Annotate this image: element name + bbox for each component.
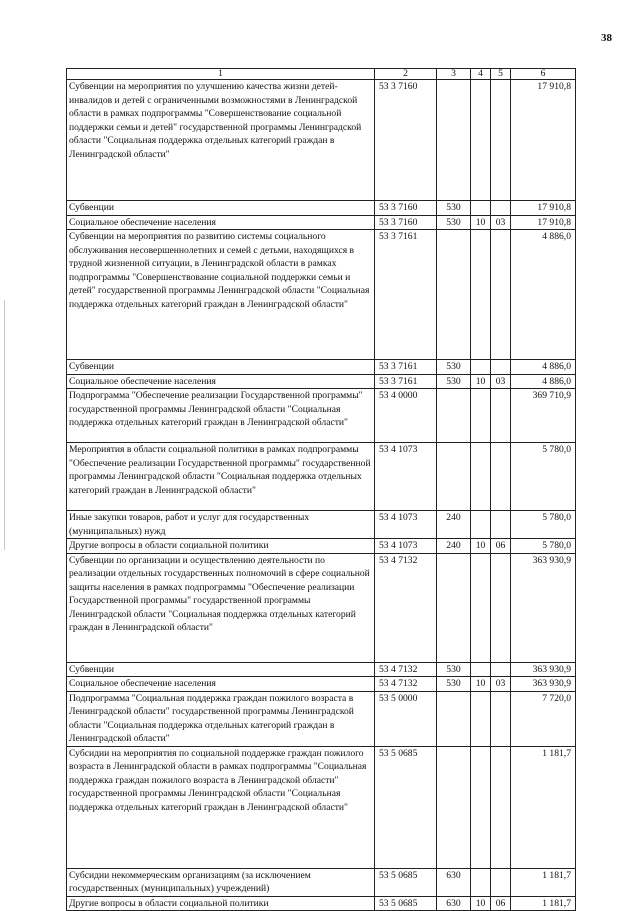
- row-subsection-cell: [491, 360, 511, 375]
- row-expense-type-cell: 240: [437, 539, 471, 554]
- row-code-cell: 53 3 7161: [375, 374, 437, 389]
- row-section-cell: [471, 662, 491, 677]
- row-subsection-cell: [491, 230, 511, 360]
- row-code-cell: 53 5 0685: [375, 868, 437, 896]
- row-name-cell: Мероприятия в области социальной политики в рамках подпрограммы "Обеспечение реализации Государственной программы" государственной программы Ленинградской области "Социальная поддержка отдельных категорий граждан в Ленинградской области": [67, 443, 375, 511]
- row-code-cell: 53 5 0685: [375, 896, 437, 911]
- row-expense-type-cell: [437, 389, 471, 443]
- row-subsection-cell: 06: [491, 896, 511, 911]
- page-number: 38: [601, 32, 612, 44]
- row-section-cell: 10: [471, 677, 491, 692]
- row-name-cell: Субвенции на мероприятия по улучшению качества жизни детей-инвалидов и детей с ограниченными возможностями в Ленинградской области в рамках подпрограммы "Совершенствование социальной поддержки семьи и детей" государственной программы Ленинградской области "Социальная поддержка отдельных категорий граждан в Ленинградской области": [67, 80, 375, 201]
- table-row: [67, 215, 576, 230]
- row-amount-cell: 4 886,0: [511, 374, 576, 389]
- row-amount-cell: 369 710,9: [511, 389, 576, 443]
- header-col-3: 3: [437, 69, 471, 80]
- budget-table-container: [66, 68, 575, 911]
- row-subsection-cell: [491, 443, 511, 511]
- table-row: [67, 553, 576, 662]
- row-name-cell: Субсидии некоммерческим организациям (за исключением государственных (муниципальных) учреждений): [67, 868, 375, 896]
- row-section-cell: 10: [471, 539, 491, 554]
- table-row: [67, 677, 576, 692]
- row-amount-cell: 363 930,9: [511, 677, 576, 692]
- table-row: [67, 443, 576, 511]
- table-row: [67, 539, 576, 554]
- row-expense-type-cell: 630: [437, 868, 471, 896]
- table-row: [67, 896, 576, 911]
- row-name-cell: Другие вопросы в области социальной политики: [67, 539, 375, 554]
- table-row: [67, 374, 576, 389]
- row-name-cell: Подпрограмма "Обеспечение реализации Государственной программы" государственной программы Ленинградской области "Социальная поддержка отдельных категорий граждан в Ленинградской области": [67, 389, 375, 443]
- row-section-cell: [471, 230, 491, 360]
- row-name-cell: Социальное обеспечение населения: [67, 677, 375, 692]
- row-section-cell: [471, 360, 491, 375]
- row-expense-type-cell: [437, 553, 471, 662]
- row-code-cell: 53 3 7161: [375, 230, 437, 360]
- row-amount-cell: 5 780,0: [511, 511, 576, 539]
- row-expense-type-cell: [437, 691, 471, 746]
- row-name-cell: Другие вопросы в области социальной политики: [67, 896, 375, 911]
- row-expense-type-cell: 530: [437, 215, 471, 230]
- row-code-cell: 53 3 7160: [375, 80, 437, 201]
- table-row: [67, 662, 576, 677]
- row-code-cell: 53 4 7132: [375, 553, 437, 662]
- row-expense-type-cell: [437, 443, 471, 511]
- row-expense-type-cell: [437, 230, 471, 360]
- row-code-cell: 53 4 1073: [375, 539, 437, 554]
- row-code-cell: 53 4 7132: [375, 677, 437, 692]
- row-code-cell: 53 4 1073: [375, 511, 437, 539]
- row-name-cell: Социальное обеспечение населения: [67, 215, 375, 230]
- row-name-cell: Подпрограмма "Социальная поддержка граждан пожилого возраста в Ленинградской области" государственной программы Ленинградской области "Социальная поддержка отдельных категорий граждан в Ленинградской области": [67, 691, 375, 746]
- table-row: [67, 360, 576, 375]
- row-amount-cell: 5 780,0: [511, 539, 576, 554]
- row-subsection-cell: [491, 511, 511, 539]
- row-expense-type-cell: 530: [437, 677, 471, 692]
- row-subsection-cell: [491, 201, 511, 216]
- row-subsection-cell: [491, 691, 511, 746]
- row-name-cell: Субвенции по организации и осуществлению деятельности по реализации отдельных государственных полномочий в сфере социальной защиты населения в рамках подпрограммы "Обеспечение реализации Государственной программы" государственной программы Ленинградской области "Социальная поддержка отдельных категорий граждан в Ленинградской области": [67, 553, 375, 662]
- budget-table: [66, 68, 576, 911]
- header-col-5: 5: [491, 69, 511, 80]
- row-code-cell: 53 3 7160: [375, 215, 437, 230]
- row-code-cell: 53 3 7161: [375, 360, 437, 375]
- row-name-cell: Субсидии на мероприятия по социальной поддержке граждан пожилого возраста в Ленинградской области в рамках подпрограммы "Социальная поддержка граждан пожилого возраста в Ленинградской области" государственной программы Ленинградской области "Социальная поддержка отдельных категорий граждан в Ленинградской области": [67, 746, 375, 868]
- table-row: [67, 746, 576, 868]
- row-subsection-cell: 06: [491, 539, 511, 554]
- row-section-cell: 10: [471, 374, 491, 389]
- row-code-cell: 53 5 0000: [375, 691, 437, 746]
- row-code-cell: 53 5 0685: [375, 746, 437, 868]
- row-expense-type-cell: 240: [437, 511, 471, 539]
- row-subsection-cell: [491, 80, 511, 201]
- header-col-6: 6: [511, 69, 576, 80]
- table-row: [67, 201, 576, 216]
- row-amount-cell: 1 181,7: [511, 896, 576, 911]
- row-amount-cell: 363 930,9: [511, 553, 576, 662]
- row-expense-type-cell: 630: [437, 896, 471, 911]
- row-section-cell: [471, 691, 491, 746]
- table-row: [67, 868, 576, 896]
- row-amount-cell: 7 720,0: [511, 691, 576, 746]
- header-row: [67, 69, 576, 80]
- row-amount-cell: 5 780,0: [511, 443, 576, 511]
- table-row: [67, 511, 576, 539]
- row-name-cell: Субвенции: [67, 360, 375, 375]
- row-subsection-cell: [491, 662, 511, 677]
- table-row: [67, 691, 576, 746]
- row-name-cell: Субвенции на мероприятия по развитию системы социального обслуживания несовершеннолетних и семей с детьми, находящихся в трудной жизненной ситуации, в Ленинградской области в рамках подпрограммы "Совершенствование социальной поддержки семьи и детей" государственной программы Ленинградской области "Социальная поддержка отдельных категорий граждан в Ленинградской области": [67, 230, 375, 360]
- row-section-cell: [471, 511, 491, 539]
- row-name-cell: Субвенции: [67, 662, 375, 677]
- row-amount-cell: 4 886,0: [511, 360, 576, 375]
- row-code-cell: 53 4 1073: [375, 443, 437, 511]
- row-section-cell: [471, 443, 491, 511]
- table-row: [67, 80, 576, 201]
- row-subsection-cell: [491, 746, 511, 868]
- row-subsection-cell: 03: [491, 677, 511, 692]
- row-section-cell: [471, 201, 491, 216]
- row-section-cell: [471, 80, 491, 201]
- row-amount-cell: 17 910,8: [511, 201, 576, 216]
- row-amount-cell: 17 910,8: [511, 80, 576, 201]
- row-section-cell: [471, 553, 491, 662]
- row-subsection-cell: [491, 389, 511, 443]
- header-col-4: 4: [471, 69, 491, 80]
- row-section-cell: 10: [471, 896, 491, 911]
- row-subsection-cell: 03: [491, 215, 511, 230]
- row-name-cell: Иные закупки товаров, работ и услуг для государственных (муниципальных) нужд: [67, 511, 375, 539]
- row-section-cell: [471, 746, 491, 868]
- scan-edge-line: [4, 300, 5, 550]
- row-expense-type-cell: 530: [437, 374, 471, 389]
- row-expense-type-cell: 530: [437, 201, 471, 216]
- row-subsection-cell: [491, 868, 511, 896]
- row-amount-cell: 1 181,7: [511, 868, 576, 896]
- row-subsection-cell: [491, 553, 511, 662]
- row-section-cell: [471, 389, 491, 443]
- row-code-cell: 53 4 0000: [375, 389, 437, 443]
- row-subsection-cell: 03: [491, 374, 511, 389]
- header-col-1: 1: [67, 69, 375, 80]
- row-name-cell: Социальное обеспечение населения: [67, 374, 375, 389]
- row-expense-type-cell: [437, 746, 471, 868]
- row-name-cell: Субвенции: [67, 201, 375, 216]
- header-col-2: 2: [375, 69, 437, 80]
- row-code-cell: 53 3 7160: [375, 201, 437, 216]
- table-row: [67, 389, 576, 443]
- row-expense-type-cell: [437, 80, 471, 201]
- row-code-cell: 53 4 7132: [375, 662, 437, 677]
- row-section-cell: [471, 868, 491, 896]
- row-expense-type-cell: 530: [437, 662, 471, 677]
- row-amount-cell: 363 930,9: [511, 662, 576, 677]
- row-amount-cell: 17 910,8: [511, 215, 576, 230]
- row-expense-type-cell: 530: [437, 360, 471, 375]
- row-amount-cell: 4 886,0: [511, 230, 576, 360]
- row-amount-cell: 1 181,7: [511, 746, 576, 868]
- row-section-cell: 10: [471, 215, 491, 230]
- table-row: [67, 230, 576, 360]
